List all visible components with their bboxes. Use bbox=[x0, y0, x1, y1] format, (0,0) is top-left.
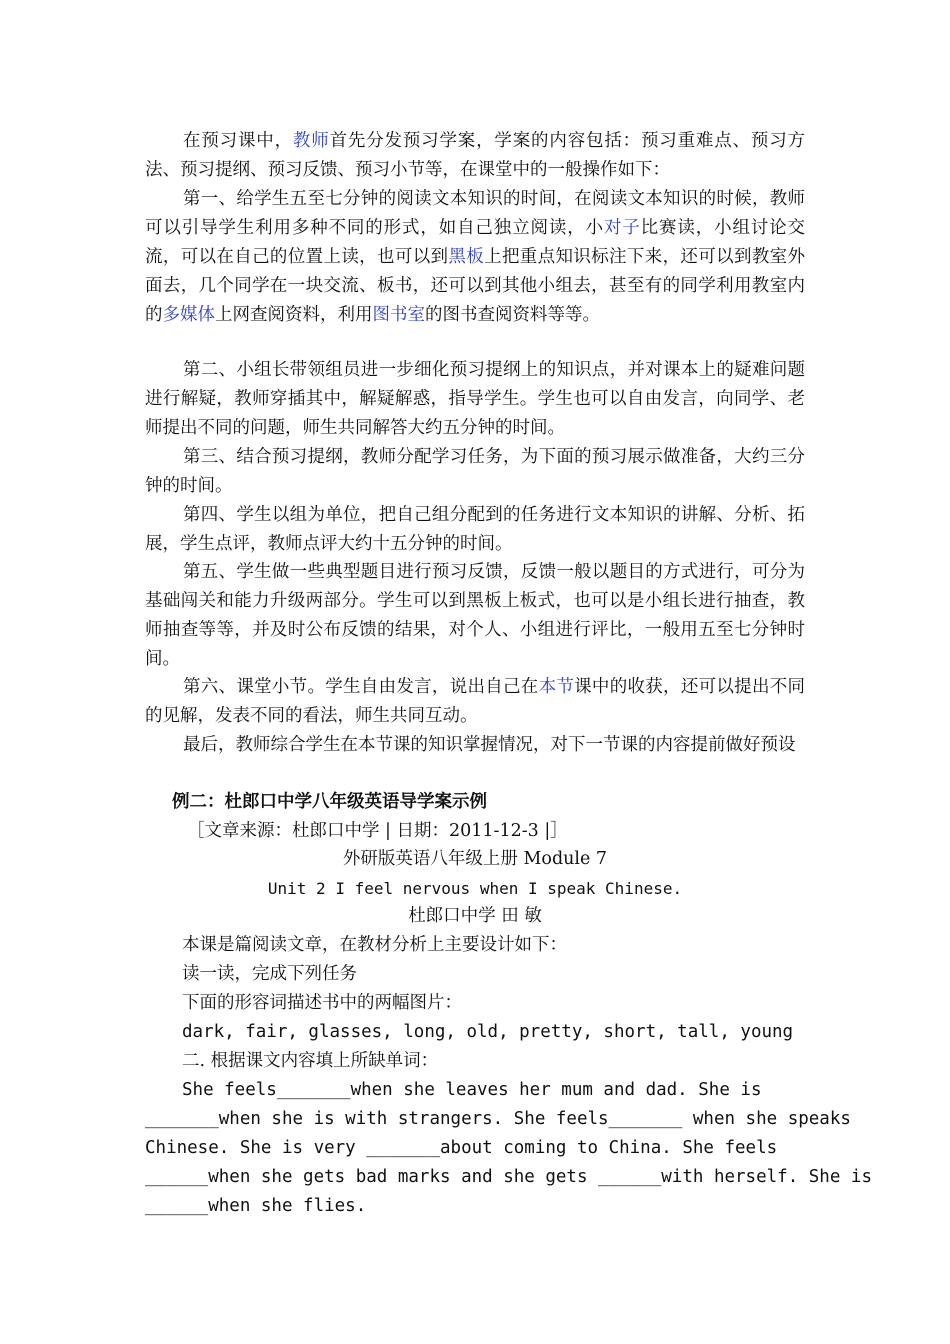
paragraph-step2: 第二、小组长带领组员进一步细化预习提纲上的知识点，并对课本上的疑难问题进行解疑，教师穿插其中，解疑解惑，指导学生。学生也可以自由发言，向同学、老师提出不同的问题，师生共同解答大约五分钟的时间。 bbox=[145, 360, 805, 438]
text: 首先分发预习学案，学案的内容包括：预习重难点、预习方法、预习提纲、预习反馈、预习小节等，在课堂中的一般操作如下： bbox=[145, 131, 806, 180]
task1-title: 读一读，完成下列任务 bbox=[182, 964, 357, 984]
text: 上把重点知识标注下来，还可以到教室外面去，几个同学在一块交流、板书，还可以到其他小组去，甚至有的同学利用教室内的 bbox=[145, 247, 806, 325]
fill-line: ______when she flies. bbox=[145, 1196, 367, 1216]
book-title bbox=[145, 845, 805, 874]
lesson-intro: 本课是篇阅读文章，在教材分析上主要设计如下： bbox=[182, 935, 567, 955]
example-heading: 例二：杜郎口中学八年级英语导学案示例 bbox=[172, 792, 487, 812]
text: 上网查阅资料，利用 bbox=[215, 305, 373, 325]
fill-line: She feels_______when she leaves her mum and dad. She is bbox=[182, 1080, 762, 1100]
text: 比赛读，小组讨论交流，可以在自己的位置上读，也可以到 bbox=[145, 218, 806, 267]
text: 课中的收获，还可以提出不同的见解，发表不同的看法，师生共同互动。 bbox=[145, 677, 806, 726]
book-title-text: 外研版英语八年级上册 Module 7 bbox=[342, 849, 608, 869]
author-line: 杜郎口中学 田 敏 bbox=[408, 906, 542, 926]
source-line: ［文章来源：杜郎口中学 | 日期：2011-12-3 |］ bbox=[187, 821, 568, 841]
fill-line: _______when she is with strangers. She feels_______ when she speaks bbox=[145, 1109, 851, 1129]
adjective-list: dark, fair, glasses, long, old, pretty, short, tall, young bbox=[182, 1022, 794, 1042]
task2-title: 二. 根据课文内容填上所缺单词： bbox=[182, 1051, 439, 1071]
paragraph-step4: 第四、学生以组为单位，把自己组分配到的任务进行文本知识的讲解、分析、拓展，学生点评，教师点评大约十五分钟的时间。 bbox=[145, 505, 805, 554]
link-teacher[interactable]: 教师 bbox=[292, 131, 330, 151]
link-library[interactable]: 图书室 bbox=[372, 305, 425, 325]
paragraph-step3: 第三、结合预习提纲，教师分配学习任务，为下面的预习展示做准备，大约三分钟的时间。 bbox=[145, 447, 805, 496]
link-blackboard[interactable]: 黑板 bbox=[448, 247, 485, 267]
fill-line: Chinese. She is very _______about coming to China. She feels bbox=[145, 1138, 778, 1158]
paragraph-step6 bbox=[145, 673, 805, 731]
text: 第六、课堂小节。学生自由发言，说出自己在 bbox=[183, 677, 539, 697]
paragraph-final: 最后，教师综合学生在本节课的知识掌握情况，对下一节课的内容提前做好预设 bbox=[183, 735, 796, 755]
paragraph-step1 bbox=[145, 185, 805, 330]
link-pair[interactable]: 对子 bbox=[603, 218, 641, 238]
paragraph-intro bbox=[145, 127, 805, 185]
unit-title: Unit 2 I feel nervous when I speak Chinese. bbox=[267, 879, 683, 898]
text: 第一、给学生五至七分钟的阅读文本知识的时间，在阅读文本知识的时候，教师可以引导学生利用多种不同的形式，如自己独立阅读，小 bbox=[145, 189, 805, 238]
link-multimedia[interactable]: 多媒体 bbox=[162, 305, 215, 325]
text: 在预习课中， bbox=[183, 131, 293, 151]
text: 的图书查阅资料等等。 bbox=[425, 305, 600, 325]
link-this-section[interactable]: 本节 bbox=[538, 677, 575, 697]
paragraph-step5: 第五、学生做一些典型题目进行预习反馈，反馈一般以题目的方式进行，可分为基础闯关和能力升级两部分。学生可以到黑板上板式，也可以是小组长进行抽查，教师抽查等等，并及时公布反馈的结果，对个人、小组进行评比，一般用五至七分钟时间。 bbox=[145, 562, 805, 669]
fill-line: ______when she gets bad marks and she gets ______with herself. She is bbox=[145, 1167, 872, 1187]
task1-desc: 下面的形容词描述书中的两幅图片： bbox=[182, 993, 462, 1013]
